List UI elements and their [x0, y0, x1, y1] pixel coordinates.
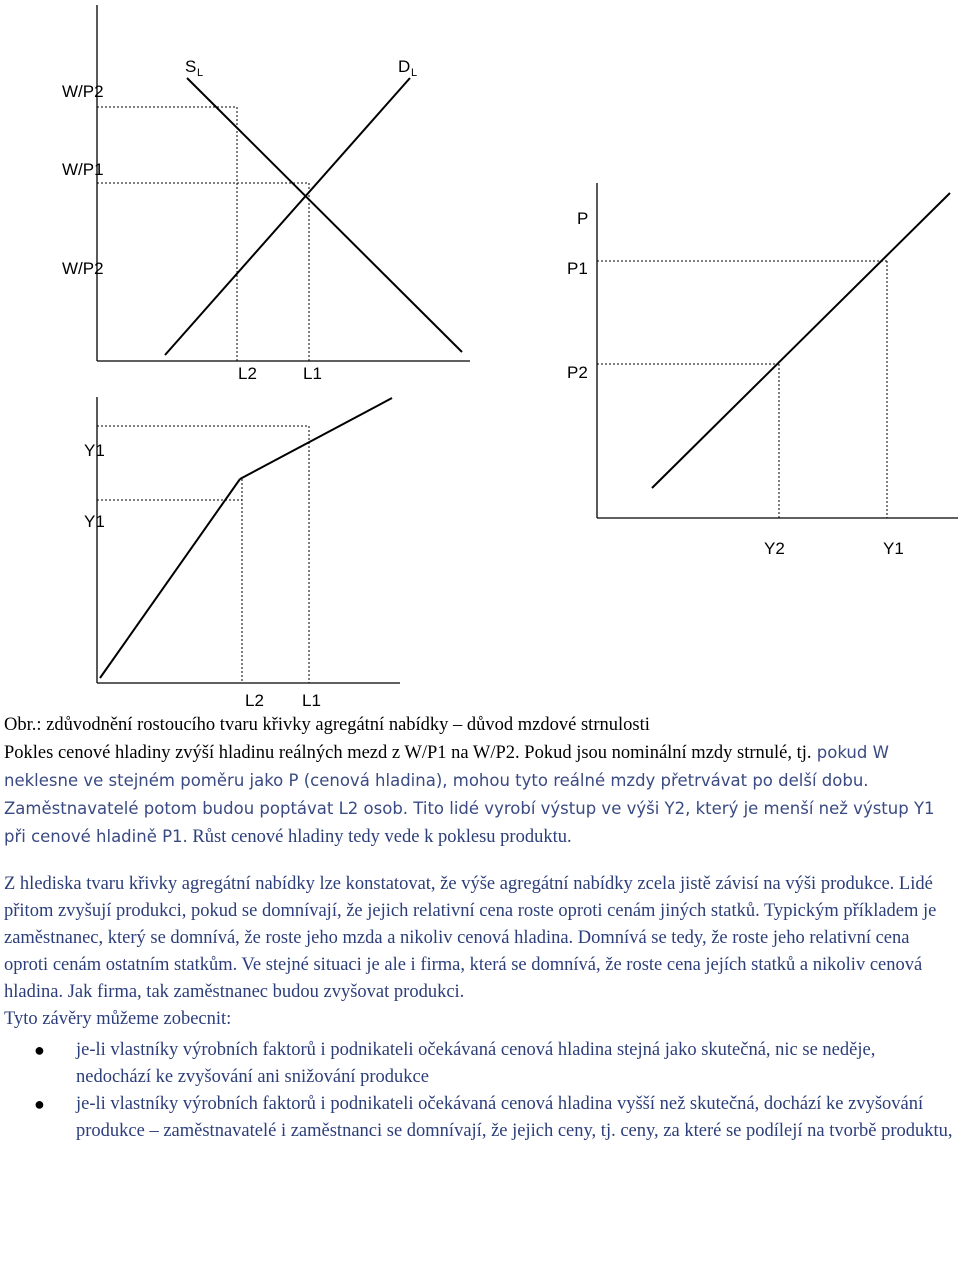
paragraph-3: Tyto závěry můžeme zobecnit: [4, 1009, 232, 1029]
graph1-tick-l1: L1 [303, 364, 322, 383]
graph1-tick-wp1: W/P1 [62, 160, 104, 179]
paragraph-1-part-c: Růst cenové hladiny tedy vede k poklesu produktu. [187, 827, 572, 847]
labour-market-graph [62, 5, 470, 383]
figure-caption [4, 712, 954, 739]
bullet-icon: ● [34, 1094, 45, 1114]
graph3-tick-y1-top: Y1 [84, 441, 105, 460]
graph2-tick-y1: Y1 [883, 539, 904, 558]
labour-demand-curve [165, 78, 410, 355]
aggregate-supply-graph [567, 183, 958, 558]
labour-supply-curve [187, 78, 462, 352]
graph1-tick-wp2-top: W/P2 [62, 82, 104, 101]
graph2-tick-y2: Y2 [764, 539, 785, 558]
production-curve-lower [100, 479, 240, 678]
graph2-tick-p2: P2 [567, 363, 588, 382]
graph2-tick-p1: P1 [567, 259, 588, 278]
bullet-icon: ● [34, 1040, 45, 1060]
list-item-text: je-li vlastníky výrobních faktorů i podnikateli očekávaná cenová hladina vyšší než skutečná, dochází ke zvyšování produkce – zaměstnavatelé i zaměstnanci se domnívají, že jejich ceny, tj. ceny, za které se podílejí na tvorbě produktu, [76, 1094, 953, 1141]
graph3-tick-l2: L2 [245, 691, 264, 710]
paragraph-1-part-b: pokud W neklesne ve stejném poměru jako P (cenová hladina), mohou tyto reálné mzdy přetrvávat po delší dobu. Zaměstnavatelé potom budou poptávat L2 osob. Tito lidé vyrobí výstup ve výši Y2, který je menší než výstup Y1 při cenové hladině P1. [4, 743, 935, 846]
graph1-tick-wp2-low: W/P2 [62, 259, 104, 278]
list-item [4, 1037, 954, 1091]
caption-prefix: Obr. [4, 715, 37, 735]
graph2-tick-p: P [577, 209, 589, 228]
document-body [4, 712, 954, 1145]
production-curve-upper [240, 398, 392, 479]
caption-text: : zdůvodnění rostoucího tvaru křivky agregátní nabídky – důvod mzdové strnulosti [36, 715, 650, 735]
list-item-text: je-li vlastníky výrobních faktorů i podnikateli očekávaná cenová hladina stejná jako skutečná, nic se neděje, nedochází ke zvyšování ani snižování produkce [76, 1040, 876, 1087]
list-item [4, 1091, 954, 1145]
supply-curve-label: S [185, 57, 197, 76]
demand-curve-label: D [398, 57, 411, 76]
aggregate-supply-curve [652, 193, 950, 488]
paragraph-1 [4, 739, 954, 851]
supply-curve-label-sub: L [197, 67, 204, 79]
graph3-tick-y1-low: Y1 [84, 512, 105, 531]
graph3-tick-l1: L1 [302, 691, 321, 710]
paragraph-2: Z hlediska tvaru křivky agregátní nabídky lze konstatovat, že výše agregátní nabídky zcela jistě závisí na výši produkce. Lidé přitom zvyšují produkci, pokud se domnívají, že jejich relativní cena roste oproti cenám jiných statků. Typickým příkladem je zaměstnanec, který se domnívá, že roste jeho mzda a nikoliv cenová hladina. Domnívá se tedy, že roste jeho relativní cena oproti cenám ostatním statkům. Ve stejné situaci je ale i firma, která se domnívá, že roste cena jejích statků a nikoliv cenová hladina. Jak firma, tak zaměstnanec budou zvyšovat produkci. [4, 874, 937, 1002]
graph1-tick-l2: L2 [238, 364, 257, 383]
production-function-graph [84, 397, 400, 710]
demand-curve-label-sub: L [411, 67, 418, 79]
conclusion-list [4, 1037, 954, 1145]
paragraph-1-part-a: Pokles cenové hladiny zvýší hladinu reálných mezd z W/P1 na W/P2. Pokud jsou nominální mzdy strnulé, tj. [4, 743, 812, 763]
